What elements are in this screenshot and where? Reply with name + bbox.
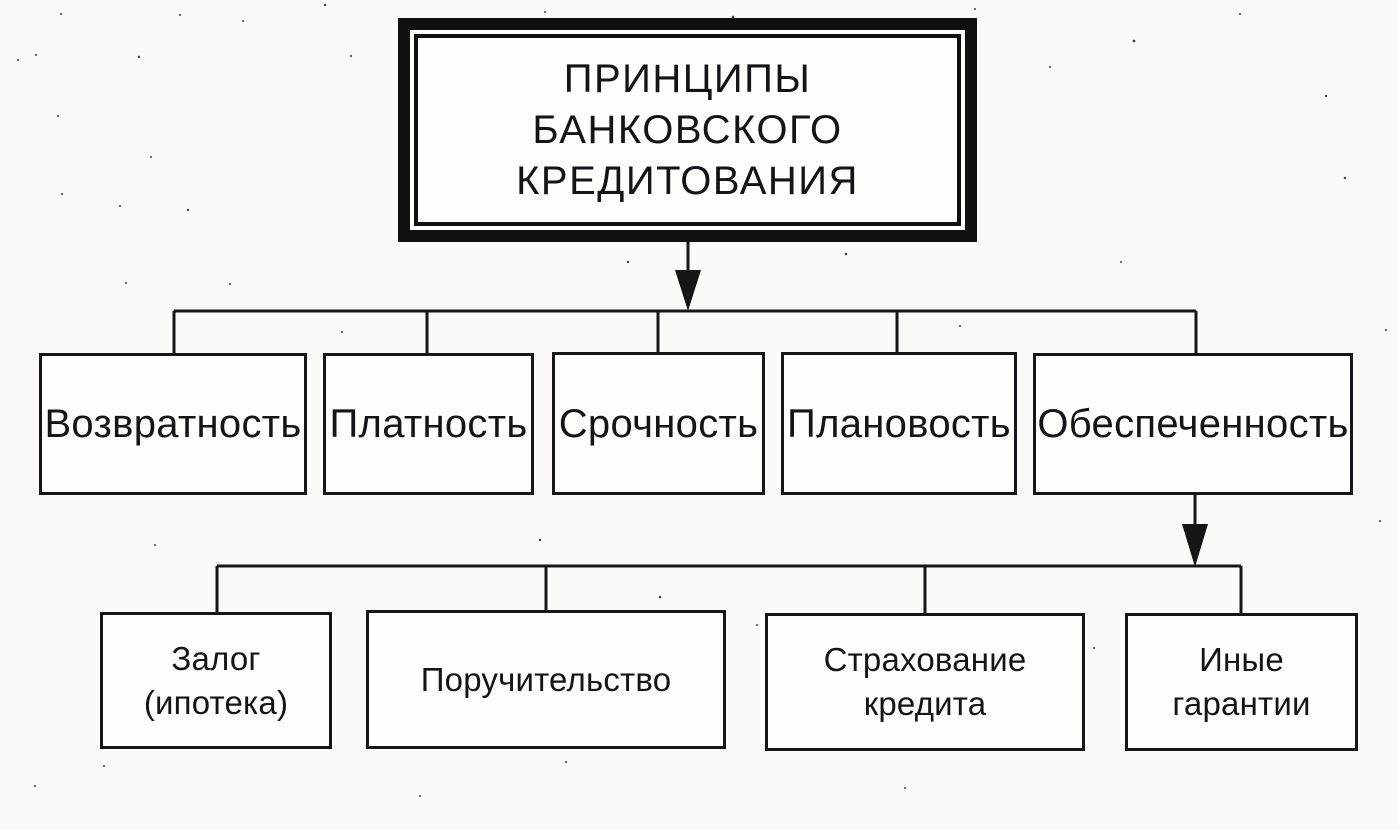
node-principle-repayment: [39, 353, 307, 495]
node-label: Страхование кредита: [823, 641, 1027, 722]
title-inner-frame: [414, 34, 961, 226]
node-principle-payment: [323, 353, 534, 495]
node-security-collateral-mortgage: [100, 612, 332, 749]
node-principle-maturity: [552, 352, 765, 495]
node-label: Возвратность: [44, 402, 302, 446]
node-title-principles: [398, 18, 977, 242]
node-label: Платность: [329, 402, 528, 446]
node-principle-planning: [781, 352, 1017, 495]
tree-level-2: [217, 494, 1241, 614]
node-label: Плановость: [787, 401, 1011, 446]
title-label: ПРИНЦИПЫ БАНКОВСКОГО КРЕДИТОВАНИЯ: [516, 56, 859, 203]
node-security-credit-insurance: [765, 613, 1085, 751]
arrowhead-root-icon: [675, 270, 701, 311]
node-principle-security: [1033, 353, 1353, 495]
node-security-other-guarantees: [1125, 613, 1358, 751]
node-security-surety: [366, 610, 726, 749]
node-label: Поручительство: [420, 660, 672, 698]
node-label: Обеспеченность: [1037, 402, 1349, 446]
node-label: Иные гарантии: [1172, 641, 1311, 722]
node-label: Залог (ипотека): [143, 639, 289, 721]
node-label: Срочность: [558, 401, 759, 446]
arrowhead-security-icon: [1182, 524, 1208, 567]
